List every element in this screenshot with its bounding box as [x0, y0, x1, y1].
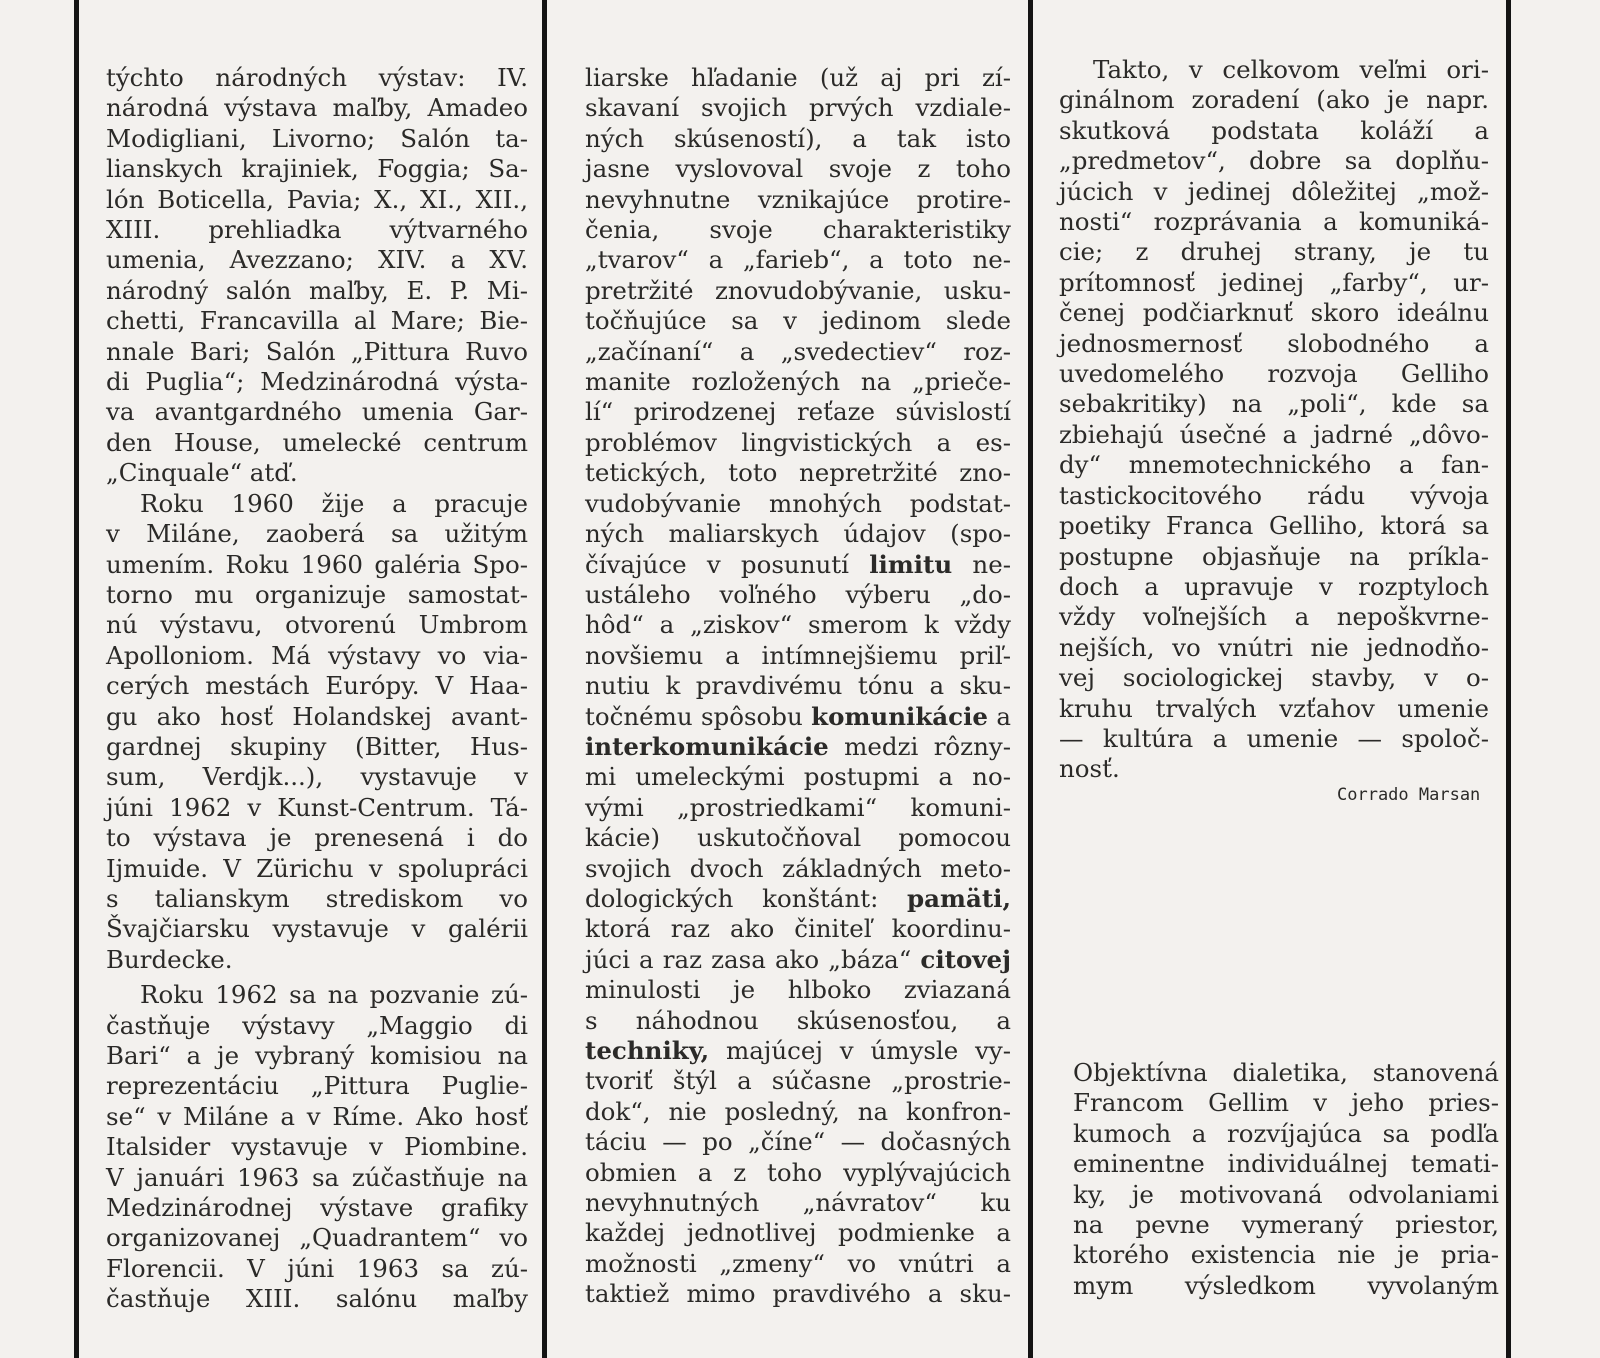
text-run: júci a raz zasa ako „báza“: [585, 944, 921, 974]
text-line: dok“, nie posledný, na konfron-: [585, 1096, 1011, 1126]
text-run: medzi rôzny-: [828, 731, 1011, 761]
text-line: obmien a z toho vyplývajúcich: [585, 1157, 1011, 1187]
text-line: čenej podčiarknuť skoro ideálnu: [1059, 298, 1489, 328]
text-line: gardnej skupiny (Bitter, Hus-: [106, 731, 528, 761]
text-line: novšiemu a intímnejšiemu priľ-: [585, 640, 1011, 670]
text-line: problémov lingvistických a es-: [585, 427, 1011, 457]
text-line: di Puglia“; Medzinárodná výsta-: [106, 367, 528, 397]
text-line: gu ako hosť Holandskej avant-: [106, 701, 528, 731]
text-line: vej sociologickej stavby, v o-: [1059, 663, 1489, 693]
text-line: vými „prostriedkami“ komuni-: [585, 792, 1011, 822]
text-line: [585, 945, 1011, 975]
emphasis-techniky: techniky,: [585, 1036, 710, 1065]
emphasis-pamati: pamäti,: [907, 883, 1011, 913]
text-line: nosť.: [1059, 754, 1120, 784]
text-run: majúcej v úmysle vy-: [709, 1036, 1011, 1065]
text-line: Apolloniom. Má výstavy vo via-: [106, 640, 528, 670]
text-line: zbiehajú úsečné a jadrné „dôvo-: [1059, 419, 1489, 449]
text-line: poetiky Franca Gelliho, ktorá sa: [1059, 511, 1489, 541]
emphasis-interkomunikacie: interkomunikácie: [585, 731, 829, 761]
text-line: častňuje výstavy „Maggio di: [106, 1010, 528, 1040]
text-line: den House, umelecké centrum: [106, 427, 528, 457]
text-line: V januári 1963 sa zúčastňuje na: [106, 1162, 528, 1192]
text-line: Objektívna dialetika, stanovená: [1073, 1058, 1499, 1087]
text-line: chetti, Francavilla al Mare; Bie-: [106, 306, 528, 336]
text-line: skavaní svojich prvých vzdiale-: [585, 93, 1011, 123]
text-line: Burdecke.: [106, 944, 233, 974]
text-line: sebakritiky) na „poli“, kde sa: [1059, 389, 1489, 419]
text-line: pretržité znovudobývanie, usku-: [585, 275, 1011, 305]
text-line: týchto národných výstav: IV.: [106, 63, 528, 92]
text-line: manite rozložených na „prieče-: [585, 367, 1011, 397]
text-line: Modigliani, Livorno; Salón ta-: [106, 123, 528, 153]
text-line: ných maliarskych údajov (spo-: [585, 519, 1011, 549]
text-line: [585, 550, 1011, 580]
text-line: hôd“ a „ziskov“ smerom k vždy: [585, 610, 1011, 640]
text-line: vždy voľnejších a nepoškvrne-: [1059, 602, 1489, 632]
text-line: taktiež mimo pravdivého a sku-: [585, 1279, 1011, 1309]
text-line: [585, 702, 1011, 732]
text-line: júni 1962 v Kunst-Centrum. Tá-: [106, 792, 528, 822]
text-line: nosti“ rozprávania a komuniká-: [1059, 207, 1489, 237]
text-line: jednosmernosť slobodného a: [1059, 328, 1489, 358]
text-line: skutková podstata koláží a: [1059, 115, 1489, 145]
text-line: Francom Gellim v jeho pries-: [1073, 1088, 1499, 1118]
text-line: na pevne vymeraný priestor,: [1073, 1210, 1499, 1240]
text-line: možnosti „zmeny“ vo vnútri a: [585, 1248, 1011, 1278]
text-line: kruhu trvalých vzťahov umenie: [1059, 693, 1489, 723]
text-line: točňujúce sa v jedinom slede: [585, 306, 1011, 336]
text-line: nú výstavu, otvorenú Umbrom: [106, 610, 528, 640]
text-line: eminentne individuálnej temati-: [1073, 1149, 1499, 1179]
text-line: lianskych krajiniek, Foggia; Sa-: [106, 154, 528, 184]
text-line: lí“ prirodzenej reťaze súvislostí: [585, 397, 1011, 427]
text-line: ných skúseností), a tak isto: [585, 123, 1011, 153]
text-line: nutiu k pravdivému tónu a sku-: [585, 671, 1011, 701]
text-line: táciu — po „číne“ — dočasných: [585, 1127, 1011, 1157]
column-rule-center-left: [542, 0, 547, 1358]
text-line: va avantgardného umenia Gar-: [106, 397, 528, 427]
text-line: ktorého existencia nie je pria-: [1073, 1240, 1499, 1270]
text-line: nevyhnutne vznikajúce protire-: [585, 184, 1011, 214]
text-line: se“ v Miláne a v Ríme. Ako hosť: [106, 1101, 528, 1131]
text-line: lón Boticella, Pavia; X., XI., XII.,: [106, 184, 528, 214]
text-line: Takto, v celkovom veľmi ori-: [1093, 55, 1489, 84]
text-line: júcich v jedinej dôležitej „mož-: [1059, 176, 1489, 206]
text-column-1: [106, 63, 528, 1315]
emphasis-limitu: limitu: [869, 549, 953, 579]
text-line: ktorá raz ako činiteľ koordinu-: [585, 914, 1011, 944]
text-line: ginálnom zoradení (ako je napr.: [1059, 85, 1489, 115]
text-line: torno mu organizuje samostat-: [106, 579, 528, 609]
text-line: Roku 1962 sa na pozvanie zú-: [140, 980, 528, 1010]
text-line: ky, je motivovaná odvolaniami: [1073, 1179, 1499, 1209]
text-line: Florencii. V júni 1963 sa zú-: [106, 1253, 528, 1283]
text-run: a: [988, 701, 1011, 731]
text-line: nevyhnutných „návratov“ ku: [585, 1188, 1011, 1218]
author-signature: Corrado Marsan: [1337, 785, 1481, 805]
text-line: s náhodnou skúsenosťou, a: [585, 1005, 1011, 1035]
text-line: nejších, vo vnútri nie jednodňo-: [1059, 632, 1489, 662]
text-line: tetických, toto nepretržité zno-: [585, 458, 1011, 488]
text-line: — kultúra a umenie — spoloč-: [1059, 723, 1489, 753]
text-line: Roku 1960 žije a pracuje: [140, 488, 528, 518]
text-line: mym výsledkom vyvolaným: [1073, 1270, 1499, 1300]
text-line: čenia, svoje charakteristiky: [585, 215, 1011, 245]
text-line: dy“ mnemotechnického a fan-: [1059, 450, 1489, 480]
text-line: cerých mestách Európy. V Haa-: [106, 671, 528, 701]
text-line: tastickocitového rádu vývoja: [1059, 480, 1489, 510]
text-line: kácie) uskutočňoval pomocou: [585, 823, 1011, 853]
text-line: národný salón maľby, E. P. Mi-: [106, 275, 528, 305]
text-line: tvoriť štýl a súčasne „prostrie-: [585, 1066, 1011, 1096]
text-line: „predmetov“, dobre sa doplňu-: [1059, 146, 1489, 176]
text-run: dologických konštánt:: [585, 883, 908, 913]
text-line: reprezentáciu „Pittura Puglie-: [106, 1071, 528, 1101]
text-line: častňuje XIII. salónu maľby: [106, 1284, 528, 1314]
text-line: nnale Bari; Salón „Pittura Ruvo: [106, 336, 528, 366]
text-line: Italsider vystavuje v Piombine.: [106, 1132, 528, 1162]
text-line: to výstava je prenesená i do: [106, 823, 528, 853]
text-line: postupne objasňuje na príkla-: [1059, 541, 1489, 571]
text-line: s talianskym strediskom vo: [106, 883, 528, 913]
text-line: Medzinárodnej výstave grafiky: [106, 1193, 528, 1223]
text-line: liarske hľadanie (už aj pri zí-: [585, 63, 1011, 92]
text-line: [585, 884, 1011, 914]
text-line: organizovanej „Quadrantem“ vo: [106, 1223, 528, 1253]
text-line: kumoch a rozvíjajúca sa podľa: [1073, 1118, 1499, 1148]
column-rule-center-right: [1028, 0, 1033, 1358]
text-line: každej jednotlivej podmienke a: [585, 1218, 1011, 1248]
text-line: umením. Roku 1960 galéria Spo-: [106, 549, 528, 579]
text-line: Ijmuide. V Zürichu v spolupráci: [106, 853, 528, 883]
text-line: jasne vyslovoval svoje z toho: [585, 154, 1011, 184]
text-line: XIII. prehliadka výtvarného: [106, 215, 528, 245]
emphasis-komunikacie: komunikácie: [811, 701, 988, 731]
text-line: sum, Verdjk...), vystavuje v: [106, 762, 528, 792]
text-run: točnému spôsobu: [585, 701, 812, 731]
text-line: [585, 1036, 1011, 1066]
text-column-3: [1059, 55, 1489, 785]
text-line: umenia, Avezzano; XIV. a XV.: [106, 245, 528, 275]
text-line: [585, 732, 1011, 762]
text-run: čívajúce v posunutí: [585, 549, 870, 579]
text-line: „Cinquale“ atď.: [106, 458, 298, 488]
text-column-2: [585, 63, 1011, 1310]
text-run: ne-: [952, 549, 1011, 579]
emphasis-citovej: citovej: [920, 944, 1011, 974]
text-line: národná výstava maľby, Amadeo: [106, 93, 528, 123]
text-line: „tvarov“ a „farieb“, a toto ne-: [585, 245, 1011, 275]
text-line: Bari“ a je vybraný komisiou na: [106, 1041, 528, 1070]
text-line: v Miláne, zaoberá sa užitým: [106, 519, 528, 549]
text-line: „začínaní“ a „svedectiev“ roz-: [585, 336, 1011, 366]
text-line: prítomnosť jedinej „farby“, ur-: [1059, 267, 1489, 297]
text-line: mi umeleckými postupmi a no-: [585, 762, 1011, 792]
column-rule-left: [74, 0, 79, 1358]
text-line: Švajčiarsku vystavuje v galérii: [106, 914, 528, 944]
text-column-3-lower: [1073, 1058, 1499, 1301]
text-line: uvedomelého rozvoja Gelliho: [1059, 359, 1489, 389]
text-line: minulosti je hlboko zviazaná: [585, 975, 1011, 1005]
column-rule-right: [1506, 0, 1511, 1358]
text-line: doch a upravuje v rozptyloch: [1059, 571, 1489, 601]
text-line: svojich dvoch základných meto-: [585, 853, 1011, 883]
text-line: cie; z druhej strany, je tu: [1059, 237, 1489, 267]
text-line: vudobývanie mnohých podstat-: [585, 488, 1011, 518]
text-line: ustáleho voľného výberu „do-: [585, 579, 1011, 609]
